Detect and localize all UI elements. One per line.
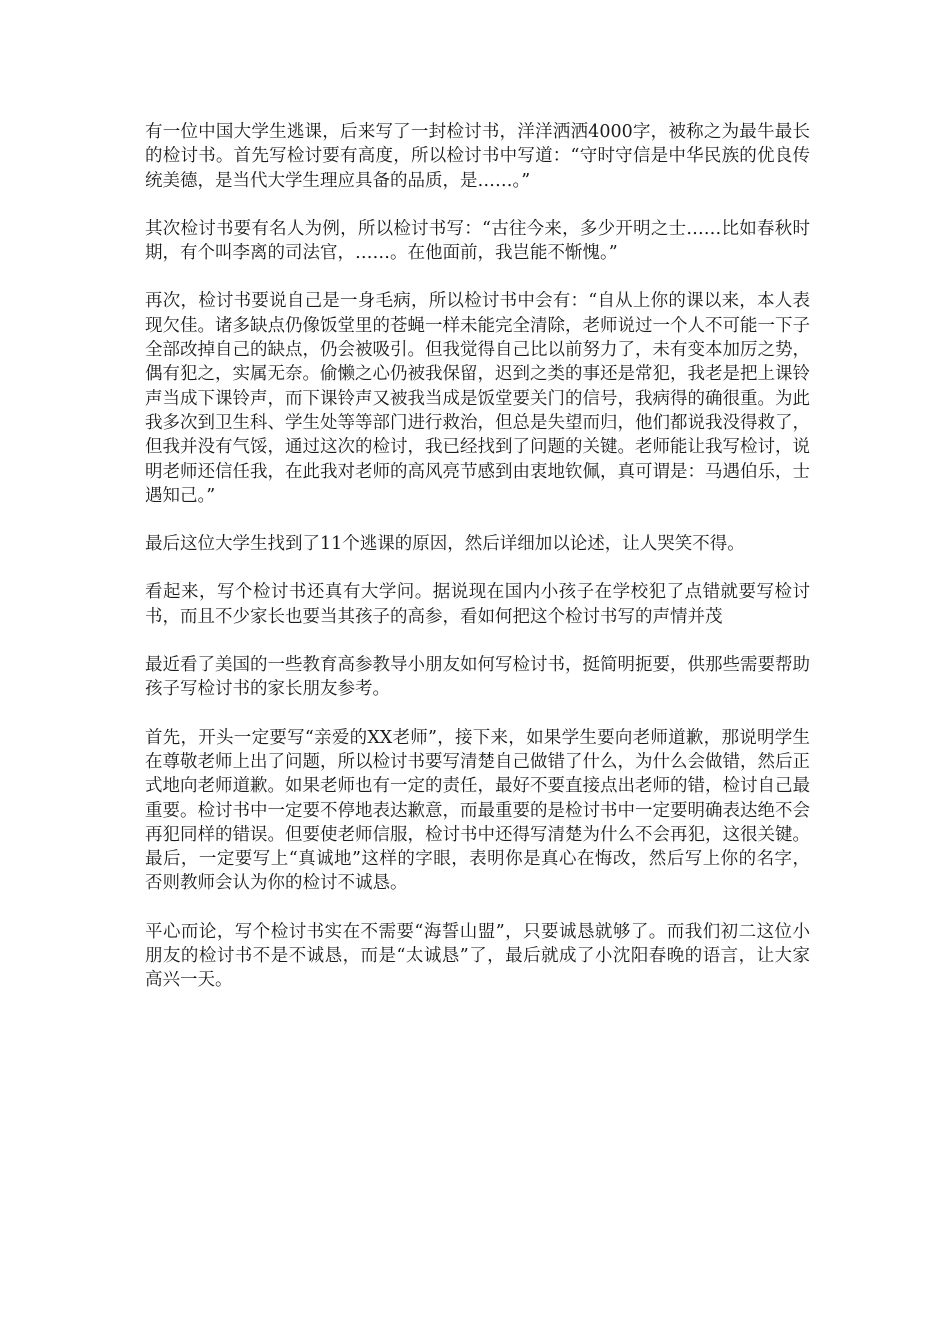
paragraph-4: 最后这位大学生找到了11个逃课的原因，然后详细加以论述，让人哭笑不得。 [145, 534, 745, 555]
paragraph-2: 其次检讨书要有名人为例，所以检讨书写：“古往今来，多少开明之士……比如春秋时期，有个叫李离的司法官，……。在他面前，我岂能不惭愧。” [145, 218, 810, 264]
paragraph-6: 最近看了美国的一些教育高参教导小朋友如何写检讨书，挺简明扼要，供那些需要帮助孩子写检讨书的家长朋友参考。 [145, 655, 810, 700]
paragraph-8: 平心而论，写个检讨书实在不需要“海誓山盟”，只要诚恳就够了。而我们初二这位小朋友的检讨书不是不诚恳，而是“太诚恳”了，最后就成了小沈阳春晚的语言，让大家高兴一天。 [145, 921, 810, 991]
document-body [145, 120, 810, 1017]
paragraph-7: 首先，开头一定要写“亲爱的XX老师”，接下来，如果学生要向老师道歉，那说明学生在尊敬老师上出了问题，所以检讨书要写清楚自己做错了什么，为什么会做错，然后正式地向老师道歉。如果老师也有一定的责任，最好不要直接点出老师的错，检讨自己最重要。检讨书中一定要不停地表达歉意，而最重要的是检讨书中一定要明确表达绝不会再犯同样的错误。但要使老师信服，检讨书中还得写清楚为什么不会再犯，这很关键。最后，一定要写上“真诚地”这样的字眼，表明你是真心在悔改，然后写上你的名字，否则教师会认为你的检讨不诚恳。 [145, 727, 810, 894]
paragraph-5: 看起来，写个检讨书还真有大学问。据说现在国内小孩子在学校犯了点错就要写检讨书，而且不少家长也要当其孩子的高参，看如何把这个检讨书写的声情并茂 [145, 582, 810, 627]
paragraph-1: 有一位中国大学生逃课，后来写了一封检讨书，洋洋洒洒4000字，被称之为最牛最长的检讨书。首先写检讨要有高度，所以检讨书中写道：“守时守信是中华民族的优良传统美德，是当代大学生理应具备的品质，是……。” [145, 122, 810, 191]
paragraph-3: 再次，检讨书要说自己是一身毛病，所以检讨书中会有：“自从上你的课以来，本人表现欠佳。诸多缺点仍像饭堂里的苍蝇一样未能完全清除，老师说过一个人不可能一下子全部改掉自己的缺点，仍会被吸引。但我觉得自己比以前努力了，未有变本加厉之势，偶有犯之，实属无奈。偷懒之心仍被我保留，迟到之类的事还是常犯，我老是把上课铃声当成下课铃声，而下课铃声又被我当成是饭堂要关门的信号，我病得的确很重。为此我多次到卫生科、学生处等等部门进行救治，但总是失望而归，他们都说我没得救了，但我并没有气馁，通过这次的检讨，我已经找到了问题的关键。老师能让我写检讨，说明老师还信任我，在此我对老师的高风亮节感到由衷地钦佩，真可谓是：马遇伯乐，士遇知己。” [145, 291, 810, 506]
